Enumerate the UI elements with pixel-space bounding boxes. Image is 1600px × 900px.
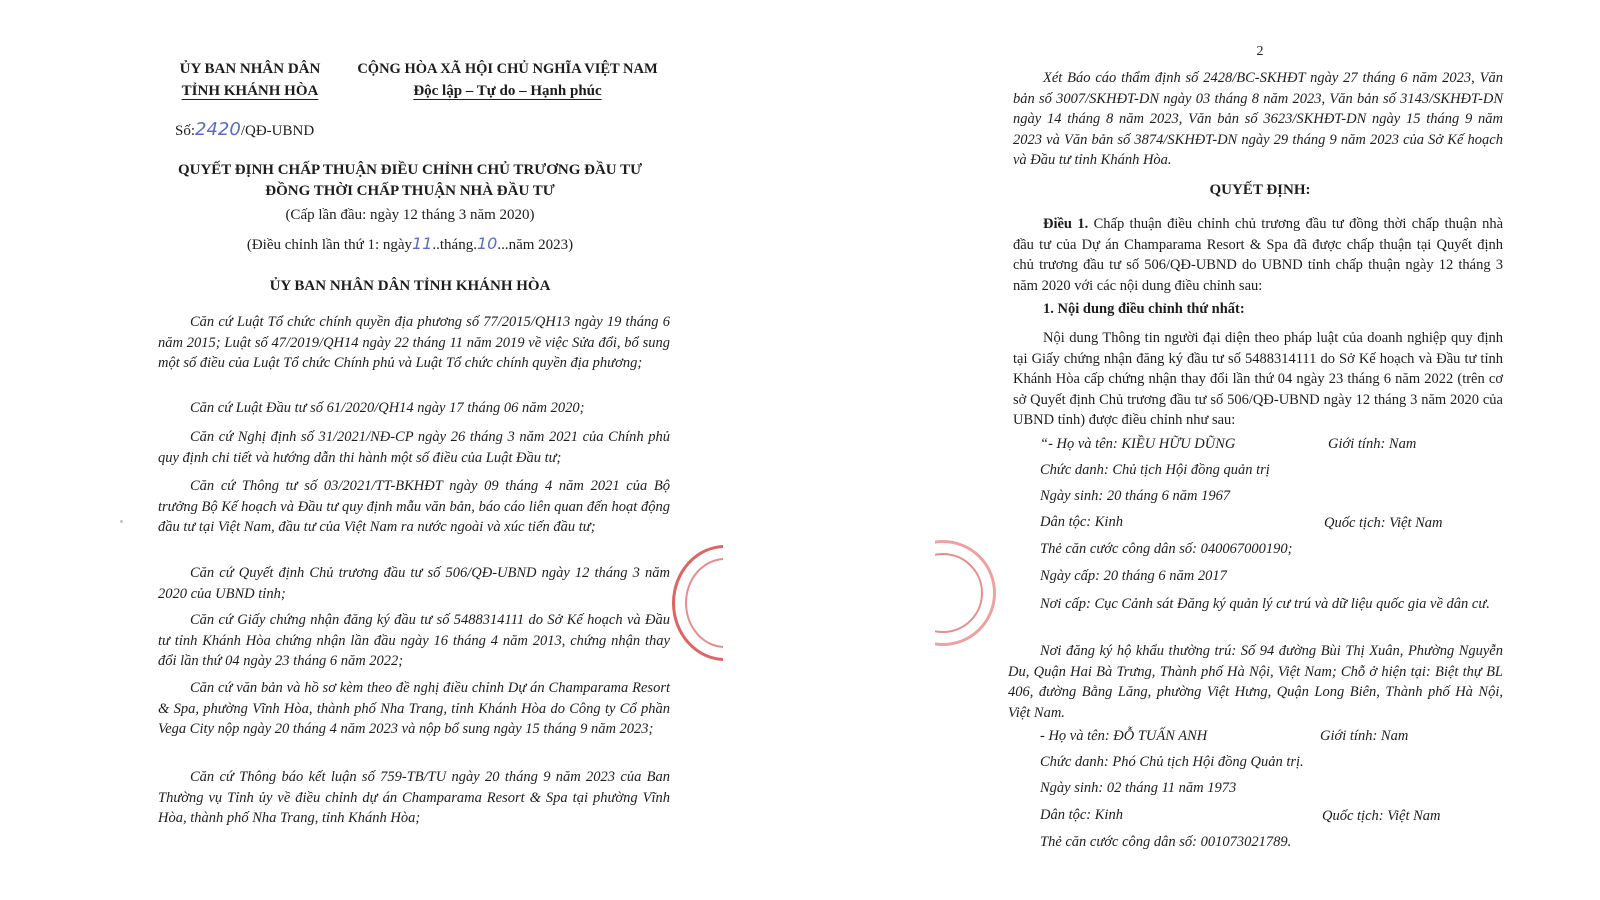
basis-paragraph-1 xyxy=(158,312,670,374)
doc-no-handwritten: 2420 xyxy=(195,119,241,140)
title-line1: QUYẾT ĐỊNH CHẤP THUẬN ĐIỀU CHỈNH CHỦ TRƯƠNG ĐẦU TƯ xyxy=(177,162,643,178)
person2-gender: Giới tính: Nam xyxy=(1320,728,1409,744)
basis-paragraph-7 xyxy=(158,678,670,740)
person1-id-card: Thẻ căn cước công dân số: 040067000190; xyxy=(1040,541,1293,557)
authority-heading: ỦY BAN NHÂN DÂN TỈNH KHÁNH HÒA xyxy=(269,278,551,294)
basis-paragraph-6 xyxy=(158,610,670,672)
adjustment-date xyxy=(150,234,670,254)
person2-title: Chức danh: Phó Chủ tịch Hội đồng Quản trị. xyxy=(1040,754,1304,770)
person1-ethnicity: Dân tộc: Kinh xyxy=(1040,514,1123,530)
section-1-text: Nội dung Thông tin người đại diện theo pháp luật của doanh nghiệp quy định tại Giấy chứng nhận đăng ký đầu tư số 5488314111 do Sở Kế hoạch và Đầu tư tỉnh Khánh Hòa cấp chứng nhận thay đổi lần thứ 04 ngày 23 tháng 6 năm 2022 (trên cơ sở Quyết định Chủ trương đầu tư số 506/QĐ-UBND ngày 12 tháng 3 năm 2020 của UBND tỉnh) được điều chỉnh như sau: xyxy=(1013,330,1503,428)
article-1-text: Chấp thuận điều chỉnh chủ trương đầu tư đồng thời chấp thuận nhà đầu tư của Dự án Champarama Resort & Spa đã được chấp thuận tại Quyết định chủ trương đầu tư số 506/QĐ-UBND do UBND tỉnh chấp thuận ngày 12 tháng 3 năm 2020 với các nội dung điều chỉnh sau: xyxy=(1013,216,1504,294)
person1-address xyxy=(1008,641,1503,723)
doc-no-suffix: /QĐ-UBND xyxy=(240,123,315,139)
person1-issue-date: Ngày cấp: 20 tháng 6 năm 2017 xyxy=(1040,568,1227,584)
person2-dob: Ngày sinh: 02 tháng 11 năm 1973 xyxy=(1040,780,1237,796)
person1-issued-by xyxy=(1008,594,1503,615)
document-number xyxy=(175,119,314,140)
doc-no-prefix: Số: xyxy=(175,123,196,139)
person1-name: “- Họ và tên: KIỀU HỮU DŨNG xyxy=(1040,436,1236,452)
person1-nationality: Quốc tịch: Việt Nam xyxy=(1324,515,1443,531)
person2-name: - Họ và tên: ĐỖ TUẤN ANH xyxy=(1040,728,1208,744)
basis-text-2: Căn cứ Luật Đầu tư số 61/2020/QH14 ngày 17 tháng 06 năm 2020; xyxy=(190,400,585,416)
title-line2: ĐỒNG THỜI CHẤP THUẬN NHÀ ĐẦU TƯ xyxy=(265,183,555,199)
person1-gender: Giới tính: Nam xyxy=(1328,436,1417,452)
adjust-day: 11 xyxy=(412,234,433,253)
person1-issued-by-text: Nơi cấp: Cục Cảnh sát Đăng ký quản lý cư trú và dữ liệu quốc gia về dân cư. xyxy=(1040,596,1490,612)
nation-line2: Độc lập – Tự do – Hạnh phúc xyxy=(413,83,602,99)
basis-paragraph-2 xyxy=(158,398,670,419)
section-1-body xyxy=(1013,328,1503,431)
basis-text-6: Căn cứ Giấy chứng nhận đăng ký đầu tư số 5488314111 do Sở Kế hoạch và Đầu tư tỉnh Khánh Hòa chứng nhận lần đầu ngày 16 tháng 4 năm 2013, chứng nhận thay đổi lần thứ 04 ngày 23 tháng 6 năm 2022; xyxy=(158,612,670,669)
person2-ethnicity: Dân tộc: Kinh xyxy=(1040,807,1123,823)
person2-nationality: Quốc tịch: Việt Nam xyxy=(1322,808,1441,824)
basis-paragraph-8 xyxy=(158,767,670,829)
section-1-heading: 1. Nội dung điều chỉnh thứ nhất: xyxy=(1043,301,1245,317)
person1-address-text: Nơi đăng ký hộ khẩu thường trú: Số 94 đường Bùi Thị Xuân, Phường Nguyễn Du, Quận Hai Bà Trưng, Thành phố Hà Nội, Việt Nam; Chỗ ở hiện tại: Biệt thự BL 406, đường Bằng Lăng, phường Việt Hưng, Quận Long Biên, Thành phố Hà Nội, Việt Nam. xyxy=(1008,643,1503,721)
basis-paragraph-3 xyxy=(158,427,670,468)
article-1-label: Điều 1. xyxy=(1043,216,1089,232)
first-issue-date: (Cấp lần đầu: ngày 12 tháng 3 năm 2020) xyxy=(285,207,535,223)
person1-dob: Ngày sinh: 20 tháng 6 năm 1967 xyxy=(1040,488,1231,504)
basis-text-8: Căn cứ Thông báo kết luận số 759-TB/TU ngày 20 tháng 9 năm 2023 của Ban Thường vụ Tỉnh ủy về điều chỉnh dự án Champarama Resort & Spa tại phường Vĩnh Hòa, thành phố Nha Trang, tỉnh Khánh Hòa; xyxy=(158,769,670,826)
adjust-prefix: (Điều chỉnh lần thứ 1: ngày xyxy=(246,237,413,253)
right-page xyxy=(800,0,1600,900)
document-title xyxy=(150,160,670,202)
review-basis-text: Xét Báo cáo thẩm định số 2428/BC-SKHĐT ngày 27 tháng 6 năm 2023, Văn bản số 3007/SKHĐT-DN ngày 03 tháng 8 năm 2023, Văn bản số 3143/SKHĐT-DN ngày 14 tháng 8 năm 2023, Văn bản số 3623/SKHĐT-DN ngày 15 tháng 9 năm 2023 và Văn bản số 3874/SKHĐT-DN ngày 29 tháng 9 năm 2023 của Sở Kế hoạch và Đầu tư tỉnh Khánh Hòa. xyxy=(1013,70,1503,168)
person2-id-card: Thẻ căn cước công dân số: 001073021789. xyxy=(1040,834,1292,850)
basis-text-3: Căn cứ Nghị định số 31/2021/NĐ-CP ngày 26 tháng 3 năm 2021 của Chính phủ quy định chi tiết và hướng dẫn thi hành một số điều của Luật Đầu tư; xyxy=(158,429,670,466)
red-seal-stamp-left xyxy=(672,545,778,661)
basis-paragraph-4 xyxy=(158,476,670,538)
decision-heading: QUYẾT ĐỊNH: xyxy=(1209,182,1311,198)
basis-text-7: Căn cứ văn bản và hồ sơ kèm theo đề nghị điều chỉnh Dự án Champarama Resort & Spa, phường Vĩnh Hòa, thành phố Nha Trang, tỉnh Khánh Hòa do Công ty Cổ phần Vega City nộp ngày 20 tháng 4 năm 2023 và nộp bổ sung ngày 15 tháng 9 năm 2023; xyxy=(158,680,670,737)
nation-line1: CỘNG HÒA XÃ HỘI CHỦ NGHĨA VIỆT NAM xyxy=(357,61,658,77)
org-line2: TỈNH KHÁNH HÒA xyxy=(181,83,319,99)
adjust-suffix: ...năm 2023) xyxy=(497,237,574,253)
adjust-mid: ..tháng. xyxy=(432,237,477,253)
article-1 xyxy=(1013,214,1503,296)
national-header xyxy=(345,58,670,102)
basis-text-4: Căn cứ Thông tư số 03/2021/TT-BKHĐT ngày 09 tháng 4 năm 2021 của Bộ trưởng Bộ Kế hoạch và Đầu tư quy định mẫu văn bản, báo cáo liên quan đến hoạt động đầu tư tại Việt Nam, đầu tư của Việt Nam ra nước ngoài và xúc tiến đầu tư; xyxy=(158,478,670,535)
review-basis xyxy=(1013,68,1503,171)
basis-text-1: Căn cứ Luật Tổ chức chính quyền địa phương số 77/2015/QH13 ngày 19 tháng 6 năm 2015; Luật số 47/2019/QH14 ngày 22 tháng 11 năm 2019 về việc Sửa đổi, bổ sung một số điều của Luật Tổ chức Chính phủ và Luật Tổ chức chính quyền địa phương; xyxy=(158,314,670,371)
basis-paragraph-5 xyxy=(158,563,670,604)
basis-text-5: Căn cứ Quyết định Chủ trương đầu tư số 506/QĐ-UBND ngày 12 tháng 3 năm 2020 của UBND tỉnh; xyxy=(158,565,670,602)
person1-title: Chức danh: Chủ tịch Hội đồng quản trị xyxy=(1040,462,1270,478)
adjust-month: 10 xyxy=(476,234,498,253)
page-number: 2 xyxy=(1256,44,1264,59)
org-line1: ỦY BAN NHÂN DÂN xyxy=(179,61,321,77)
issuing-authority xyxy=(160,58,340,102)
red-seal-stamp-right xyxy=(890,540,996,646)
scan-speck xyxy=(120,520,123,523)
